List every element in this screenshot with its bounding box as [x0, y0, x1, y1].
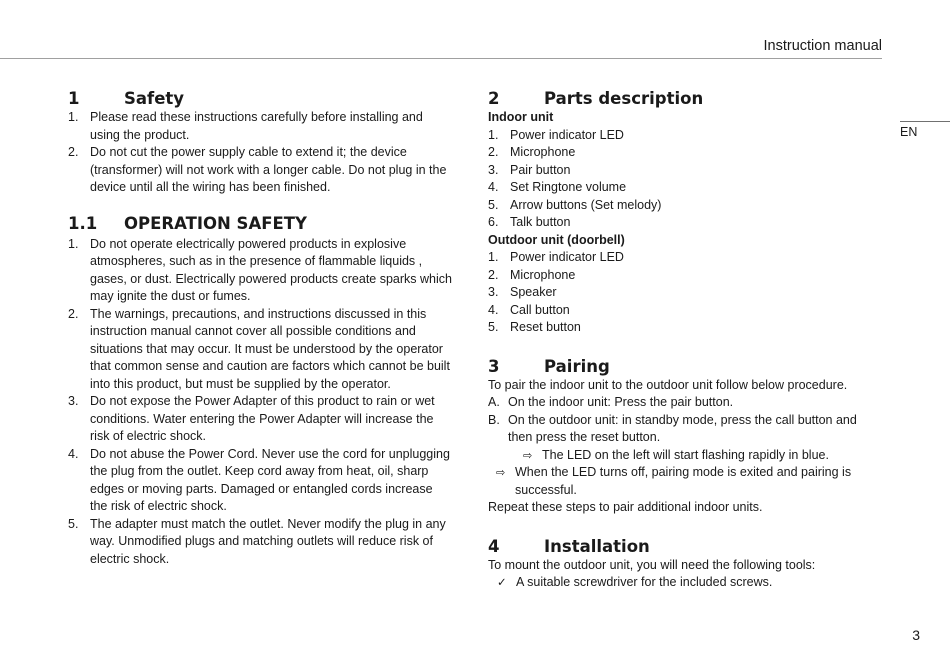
item-number: 1. — [68, 236, 79, 251]
text-line: using the product. — [90, 127, 190, 142]
outdoor-parts-list — [488, 249, 888, 337]
section-heading-installation — [488, 536, 888, 557]
item-text: Arrow buttons (Set melody) — [510, 197, 662, 212]
list-item — [68, 236, 468, 306]
text-line: Do not operate electrically powered products in explosive — [90, 236, 407, 251]
tool-text: A suitable screwdriver for the included screws. — [516, 575, 773, 589]
page-number: 3 — [912, 627, 920, 643]
text-line: Do not abuse the Power Cord. Never use the cord for unplugging — [90, 446, 450, 461]
pairing-result-led-flashing — [488, 447, 888, 465]
item-number: 5. — [488, 197, 499, 212]
list-item — [488, 302, 888, 320]
item-text: Reset button — [510, 320, 581, 334]
checkmark-icon: ✓ — [497, 575, 507, 589]
text-line: Do not cut the power supply cable to extend it; the device — [90, 145, 407, 159]
item-text: Speaker — [510, 285, 557, 299]
item-text — [90, 144, 468, 197]
item-number: 2. — [488, 267, 499, 282]
list-item — [68, 516, 468, 569]
arrow-right-icon: ⇨ — [523, 448, 533, 462]
text-line: the risk of electric shock. — [90, 499, 227, 513]
text-line: conditions. Water entering the Power Adapter will increase the — [90, 411, 434, 426]
text-line: Please read these instructions carefully before installing and — [90, 110, 423, 124]
section-number: 2 — [488, 89, 500, 108]
item-number: 5. — [488, 320, 499, 334]
text-line: situations that may occur. It must be understood by the operator — [90, 341, 443, 356]
text-line: that common sense and caution are factors which cannot be built — [90, 359, 450, 373]
text-line: way. Unmodified plugs and matching outlets will reduce risk of — [90, 534, 433, 548]
indoor-parts-list — [488, 127, 888, 232]
section-number: 1.1 — [68, 213, 98, 233]
list-item — [488, 127, 888, 145]
item-number: 1. — [488, 250, 499, 264]
section-title: Pairing — [544, 356, 610, 376]
list-item — [488, 162, 888, 180]
list-item — [68, 446, 468, 516]
item-number: 3. — [68, 394, 79, 408]
pairing-intro: To pair the indoor unit to the outdoor unit follow below procedure. — [488, 377, 848, 392]
section-number: 4 — [488, 536, 500, 556]
step-letter: A. — [488, 395, 500, 409]
text-line: electric shock. — [90, 551, 170, 566]
list-item — [68, 109, 468, 144]
text-line: edges or moving parts. Damaged or entangled cords increase — [90, 481, 433, 496]
item-number: 2. — [68, 306, 79, 321]
operation-safety-list — [68, 236, 468, 569]
text-line: Do not expose the Power Adapter of this product to rain or wet — [90, 394, 435, 408]
section-heading-pairing — [488, 356, 888, 377]
item-number: 2. — [68, 145, 79, 159]
header-title: Instruction manual — [763, 38, 882, 54]
language-tab: EN — [900, 121, 950, 139]
section-title: Installation — [544, 536, 650, 556]
list-item — [488, 249, 888, 267]
item-text: Microphone — [510, 145, 576, 159]
pairing-step-b — [488, 412, 888, 447]
item-number: 6. — [488, 215, 499, 229]
text-line: into this product, but must be supplied by the operator. — [90, 376, 391, 391]
section-number: 3 — [488, 356, 500, 376]
installation-intro: To mount the outdoor unit, you will need the following tools: — [488, 557, 816, 572]
list-item — [488, 179, 888, 197]
text-line: (transformer) will not work with a longer cable. Do not plug in the — [90, 162, 447, 177]
item-number: 2. — [488, 145, 499, 159]
list-item — [68, 144, 468, 197]
result-text: The LED on the left will start flashing rapidly in blue. — [542, 447, 829, 462]
result-text — [515, 464, 851, 499]
section-title: Safety — [124, 89, 185, 108]
right-column — [488, 88, 888, 592]
item-text — [90, 516, 468, 569]
section-title: Parts description — [544, 89, 704, 108]
text-line: gases, or dust. Electrically powered products create sparks which — [90, 271, 452, 286]
item-text — [90, 393, 468, 446]
text-line: the plug from the outlet. Keep cord away from heat, oil, sharp — [90, 464, 429, 478]
text-line: then press the reset button. — [508, 430, 661, 444]
list-item — [488, 267, 888, 285]
text-line: successful. — [515, 482, 577, 497]
arrow-right-icon: ⇨ — [496, 466, 506, 479]
item-text: Microphone — [510, 267, 576, 282]
list-item — [488, 284, 888, 302]
section-heading-safety — [68, 88, 468, 109]
header-rule — [0, 58, 882, 59]
left-column — [68, 88, 468, 568]
item-text: Power indicator LED — [510, 127, 624, 142]
text-line: instruction manual cannot cover all possible conditions and — [90, 324, 416, 338]
item-number: 5. — [68, 516, 79, 531]
text-line: risk of electric shock. — [90, 429, 207, 443]
step-text — [508, 412, 888, 447]
section-number: 1 — [68, 89, 80, 108]
step-text: On the indoor unit: Press the pair button. — [508, 395, 734, 409]
section-heading-parts — [488, 88, 888, 109]
item-number: 1. — [488, 127, 499, 142]
item-number: 3. — [488, 162, 499, 177]
section-title: OPERATION SAFETY — [124, 213, 307, 233]
item-text — [90, 306, 468, 394]
subheading-outdoor-unit: Outdoor unit (doorbell) — [488, 232, 625, 247]
list-item — [488, 144, 888, 162]
item-number: 4. — [488, 302, 499, 317]
text-line: atmospheres, such as in the presence of flammable liquids , — [90, 254, 423, 268]
item-text: Power indicator LED — [510, 250, 624, 264]
item-text: Pair button — [510, 162, 571, 177]
item-text: Talk button — [510, 215, 571, 229]
item-text — [90, 236, 468, 306]
text-line: device until all the wiring has been finished. — [90, 180, 331, 194]
step-letter: B. — [488, 412, 500, 427]
item-text — [90, 109, 468, 144]
pairing-step-a — [488, 394, 888, 412]
item-number: 4. — [68, 446, 79, 461]
list-item — [68, 306, 468, 394]
tool-item — [488, 574, 888, 592]
list-item — [488, 319, 888, 337]
pairing-outro: Repeat these steps to pair additional indoor units. — [488, 500, 763, 514]
text-line: The adapter must match the outlet. Never modify the plug in any — [90, 516, 446, 531]
list-item — [488, 197, 888, 215]
pairing-result-led-off — [488, 464, 888, 499]
item-number: 3. — [488, 285, 499, 299]
subheading-indoor-unit: Indoor unit — [488, 110, 554, 124]
list-item — [488, 214, 888, 232]
text-line: On the outdoor unit: in standby mode, press the call button and — [508, 412, 857, 427]
item-number: 1. — [68, 110, 79, 124]
safety-list — [68, 109, 468, 197]
text-line: may ignite the dust or fumes. — [90, 289, 251, 303]
item-text — [90, 446, 468, 516]
text-line: When the LED turns off, pairing mode is exited and pairing is — [515, 465, 852, 479]
section-heading-operation-safety — [68, 213, 468, 234]
item-number: 4. — [488, 180, 499, 194]
text-line: The warnings, precautions, and instructions discussed in this — [90, 306, 427, 321]
item-text: Call button — [510, 302, 570, 317]
item-text: Set Ringtone volume — [510, 180, 627, 194]
list-item — [68, 393, 468, 446]
